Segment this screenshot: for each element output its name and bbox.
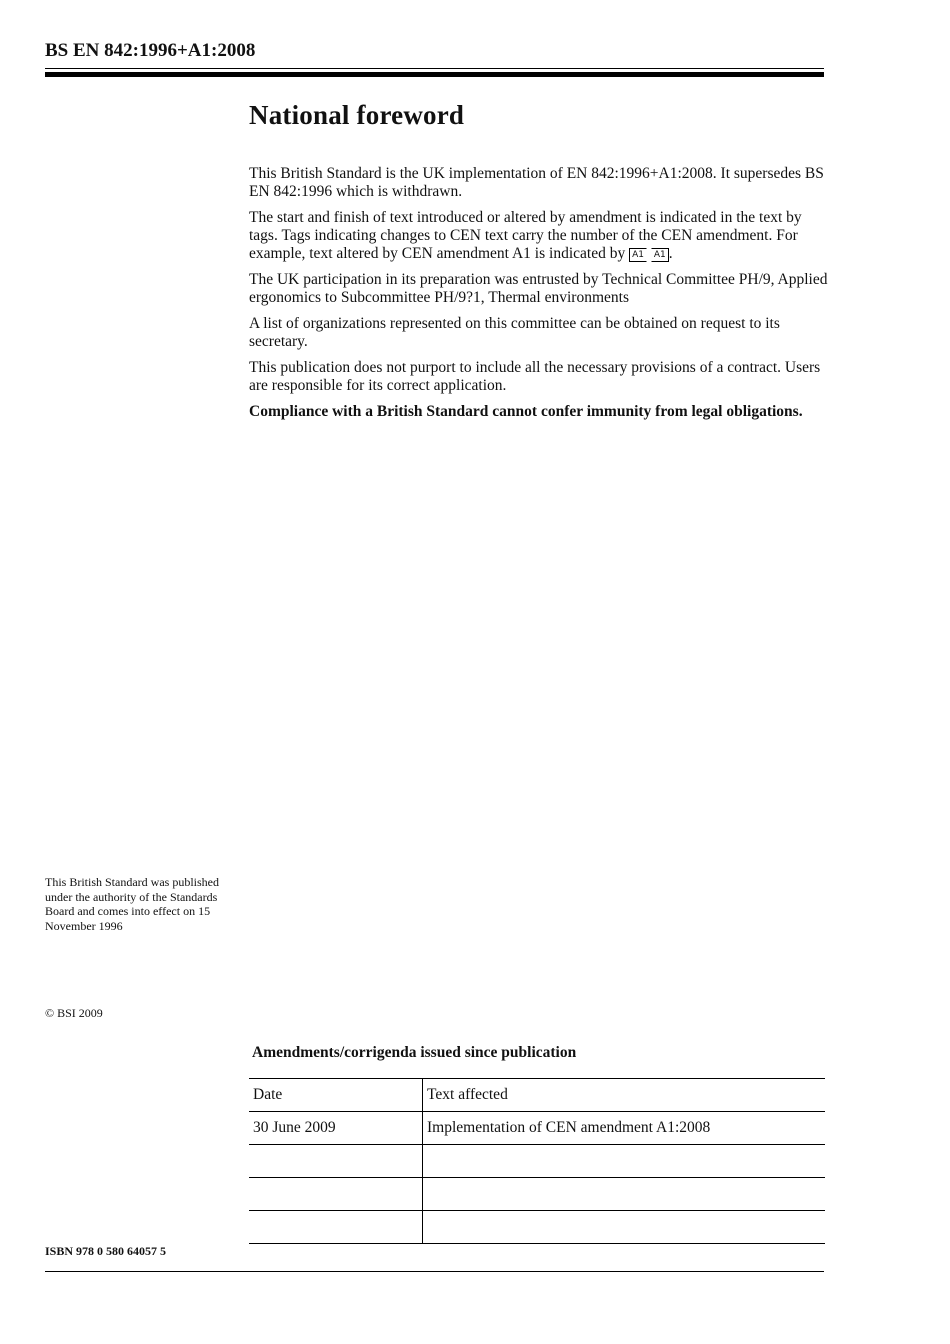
- document-id: BS EN 842:1996+A1:2008: [45, 40, 256, 61]
- amendment-tag-open-icon: A1: [629, 248, 647, 262]
- amendments-table: [249, 1078, 825, 1244]
- paragraph-tags: [249, 209, 829, 263]
- table-header-text-affected: Text affected: [423, 1079, 826, 1112]
- isbn: ISBN 978 0 580 64057 5: [45, 1244, 167, 1258]
- table-cell-text-affected: Implementation of CEN amendment A1:2008: [423, 1112, 826, 1145]
- table-cell-text-affected: [423, 1145, 826, 1178]
- table-cell-text-affected: [423, 1211, 826, 1244]
- paragraph-tags-end: .: [668, 245, 673, 262]
- paragraph-organizations: A list of organizations represented on this committee can be obtained on request to its secretary.: [249, 315, 780, 350]
- table-header-date: Date: [249, 1079, 423, 1112]
- table-row: [249, 1178, 825, 1211]
- table-row: [249, 1211, 825, 1244]
- table-cell-date: [249, 1211, 423, 1244]
- table-row: [249, 1112, 825, 1145]
- page-title: National foreword: [249, 100, 465, 130]
- table-cell-date: [249, 1145, 423, 1178]
- table-cell-date: [249, 1178, 423, 1211]
- footer-rule: [45, 1271, 824, 1272]
- paragraph-compliance: Compliance with a British Standard cannot confer immunity from legal obligations.: [249, 403, 803, 420]
- paragraph-committee: The UK participation in its preparation was entrusted by Technical Committee PH/9, Applied ergonomics to Subcommittee PH/9?1, Thermal environments: [249, 271, 828, 306]
- table-row: [249, 1145, 825, 1178]
- paragraph-implementation: This British Standard is the UK implementation of EN 842:1996+A1:2008. It supersedes BS EN 842:1996 which is withdrawn.: [249, 165, 824, 200]
- amendments-title: Amendments/corrigenda issued since publication: [252, 1044, 577, 1061]
- paragraph-tags-text: The start and finish of text introduced or altered by amendment is indicated in the text by tags. Tags indicating changes to CEN text carry the number of the CEN amendment. For example, text altered by CEN amendment A1 is indicated by: [249, 209, 802, 262]
- header-rule-thick: [45, 72, 824, 77]
- national-foreword-section: [249, 100, 829, 429]
- table-cell-text-affected: [423, 1178, 826, 1211]
- copyright-notice: © BSI 2009: [45, 1006, 103, 1020]
- table-cell-date: 30 June 2009: [249, 1112, 423, 1145]
- header-rule-thin: [45, 68, 824, 69]
- paragraph-provisions: This publication does not purport to include all the necessary provisions of a contract. Users are responsible for its correct application.: [249, 359, 821, 394]
- publication-note: This British Standard was published under the authority of the Standards Board and comes into effect on 15 November 1996: [45, 875, 219, 933]
- table-header-row: [249, 1079, 825, 1112]
- amendment-tag-close-icon: A1: [651, 248, 669, 262]
